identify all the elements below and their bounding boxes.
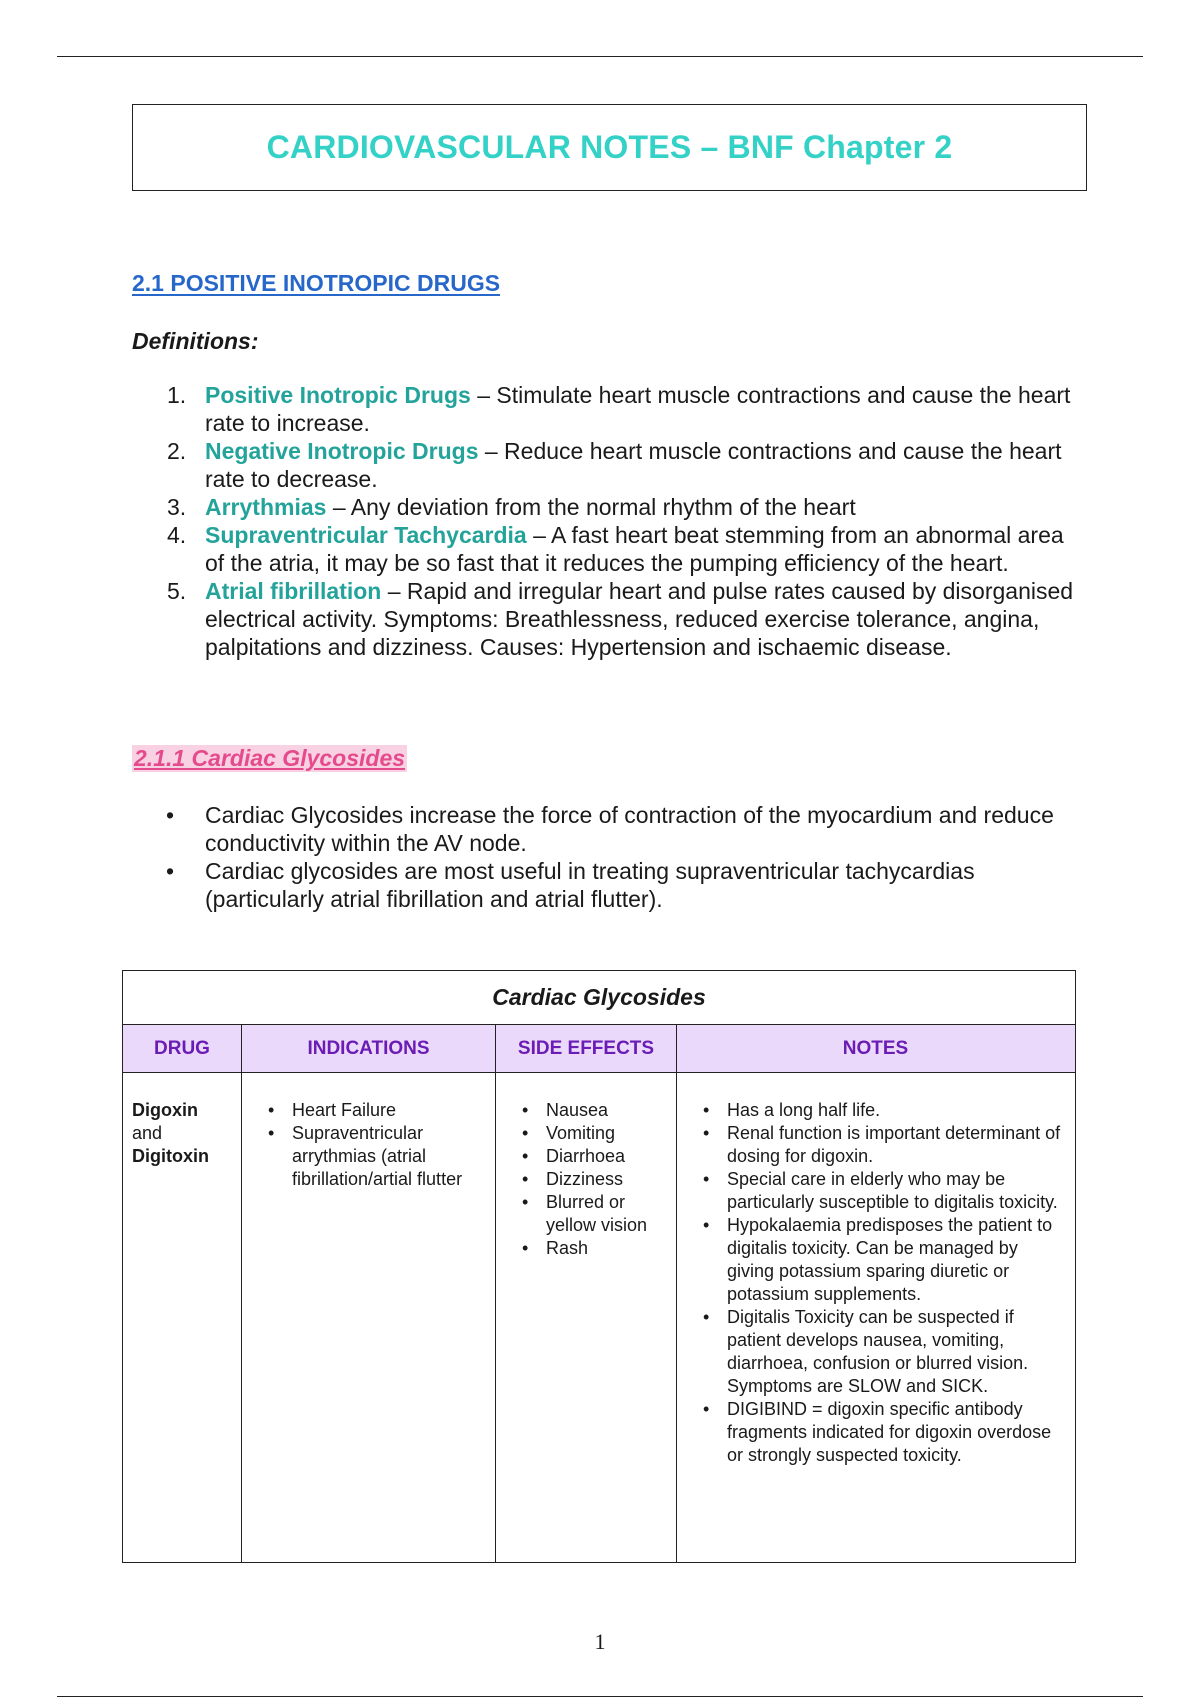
side-effect-text: Nausea: [546, 1100, 609, 1120]
note-text: Has a long half life.: [727, 1100, 881, 1120]
bullet-icon: •: [522, 1123, 529, 1143]
bullet-item: [140, 801, 1080, 857]
top-rule: [57, 56, 1143, 57]
definition-item: [140, 437, 1080, 493]
definition-item: [140, 521, 1080, 577]
side-effect-text: Diarrhoea: [546, 1146, 626, 1166]
page-number: 1: [594, 1629, 606, 1654]
list-item: [677, 1122, 1074, 1168]
definition-item: [140, 381, 1080, 437]
subsection-heading: 2.1.1 Cardiac Glycosides: [134, 745, 406, 771]
bullet-icon: •: [703, 1307, 710, 1327]
definition-term: Positive Inotropic Drugs: [205, 382, 471, 408]
bullet-icon: •: [703, 1100, 710, 1120]
bullet-icon: •: [522, 1100, 529, 1120]
definition-text: – Any deviation from the normal rhythm of the heart: [326, 494, 856, 520]
bullet-icon: •: [166, 802, 175, 828]
indication-text: Supraventricular arrythmias (atrial fibrillation/artial flutter: [292, 1123, 463, 1189]
table-caption: Cardiac Glycosides: [123, 971, 1075, 1025]
bullet-icon: •: [522, 1192, 529, 1212]
definition-term: Atrial fibrillation: [205, 578, 382, 604]
bullet-icon: •: [703, 1399, 710, 1419]
list-item: [242, 1099, 495, 1122]
table-header-row: [123, 1025, 1075, 1073]
header-drug: DRUG: [123, 1025, 242, 1072]
header-side-effects: SIDE EFFECTS: [496, 1025, 677, 1072]
drug-name: Digoxin: [132, 1100, 198, 1120]
header-notes: NOTES: [842, 1037, 909, 1059]
definitions-label: Definitions:: [132, 328, 259, 354]
list-item: [677, 1099, 1074, 1122]
indications-list: [242, 1099, 495, 1191]
drug-name: Digitoxin: [132, 1146, 209, 1166]
list-item: [677, 1168, 1074, 1214]
bullet-icon: •: [522, 1238, 529, 1258]
definition-text: – Rapid and irregular heart and pulse rates caused by disorganised electrical activity. Symptoms: Breathlessness, reduced exercise tolerance, angina, palpitations and dizziness. Causes: Hypertension and ischaemic disease.: [205, 578, 1074, 660]
header-indications: INDICATIONS: [242, 1025, 496, 1072]
definition-text: – Stimulate heart muscle contractions and cause the heart rate to increase.: [205, 382, 1071, 436]
note-text: DIGIBIND = digoxin specific antibody fragments indicated for digoxin overdose or strongly suspected toxicity.: [727, 1399, 1052, 1465]
bullet-icon: •: [166, 858, 175, 884]
list-item: [496, 1122, 676, 1145]
definition-term: Supraventricular Tachycardia: [205, 522, 527, 548]
bullet-item: [140, 857, 1080, 913]
side-effects-list: [496, 1099, 676, 1260]
drug-cell: [123, 1073, 242, 1562]
list-item: [677, 1214, 1074, 1306]
definition-item: [140, 577, 1080, 661]
notes-list: [677, 1099, 1074, 1467]
definition-number: 5.: [167, 578, 187, 604]
list-item: [496, 1237, 676, 1260]
side-effect-text: Rash: [546, 1238, 589, 1258]
definition-item: [140, 493, 1080, 521]
bullet-icon: •: [522, 1169, 529, 1189]
page-title: CARDIOVASCULAR NOTES – BNF Chapter 2: [266, 129, 953, 165]
bottom-rule: [57, 1696, 1143, 1697]
definition-term: Arrythmias: [205, 494, 327, 520]
list-item: [496, 1099, 676, 1122]
bullet-icon: •: [703, 1215, 710, 1235]
definition-number: 4.: [167, 522, 187, 548]
definition-number: 3.: [167, 494, 187, 520]
glycosides-bullet-list: [140, 801, 1080, 913]
definition-term: Negative Inotropic Drugs: [205, 438, 479, 464]
bullet-text: Cardiac Glycosides increase the force of contraction of the myocardium and reduce conductivity within the AV node.: [205, 802, 1054, 856]
section-heading: 2.1 POSITIVE INOTROPIC DRUGS: [132, 270, 501, 296]
list-item: [677, 1306, 1074, 1398]
bullet-icon: •: [268, 1123, 275, 1143]
note-text: Special care in elderly who may be particularly susceptible to digitalis toxicity.: [727, 1169, 1058, 1212]
list-item: [677, 1398, 1074, 1467]
bullet-icon: •: [703, 1123, 710, 1143]
bullet-icon: •: [522, 1146, 529, 1166]
definition-number: 2.: [167, 438, 187, 464]
definition-number: 1.: [167, 382, 187, 408]
side-effect-text: Blurred or yellow vision: [546, 1192, 648, 1235]
definition-text: – Reduce heart muscle contractions and cause the heart rate to decrease.: [205, 438, 1062, 492]
note-text: Hypokalaemia predisposes the patient to digitalis toxicity. Can be managed by giving potassium sparing diuretic or potassium supplements.: [727, 1215, 1053, 1304]
note-text: Digitalis Toxicity can be suspected if patient develops nausea, vomiting, diarrhoea, confusion or blurred vision. Symptoms are SLOW and SICK.: [727, 1307, 1029, 1396]
list-item: [496, 1145, 676, 1168]
list-item: [242, 1122, 495, 1191]
table-row: [123, 1073, 1075, 1562]
side-effect-text: Vomiting: [546, 1123, 616, 1143]
list-item: [496, 1191, 676, 1237]
drug-joiner: and: [132, 1123, 163, 1143]
bullet-text: Cardiac glycosides are most useful in treating supraventricular tachycardias (particularly atrial fibrillation and atrial flutter).: [205, 858, 975, 912]
glycosides-table: [122, 970, 1076, 1563]
notes-cell: [677, 1073, 1074, 1562]
indication-text: Heart Failure: [292, 1100, 397, 1120]
note-text: Renal function is important determinant of dosing for digoxin.: [727, 1123, 1061, 1166]
definition-text: – A fast heart beat stemming from an abnormal area of the atria, it may be so fast that it reduces the pumping efficiency of the heart.: [205, 522, 1064, 576]
definitions-list: [140, 381, 1080, 661]
side-effects-cell: [496, 1073, 677, 1562]
bullet-icon: •: [268, 1100, 275, 1120]
indications-cell: [242, 1073, 496, 1562]
list-item: [496, 1168, 676, 1191]
side-effect-text: Dizziness: [546, 1169, 624, 1189]
title-box: [132, 104, 1087, 191]
bullet-icon: •: [703, 1169, 710, 1189]
